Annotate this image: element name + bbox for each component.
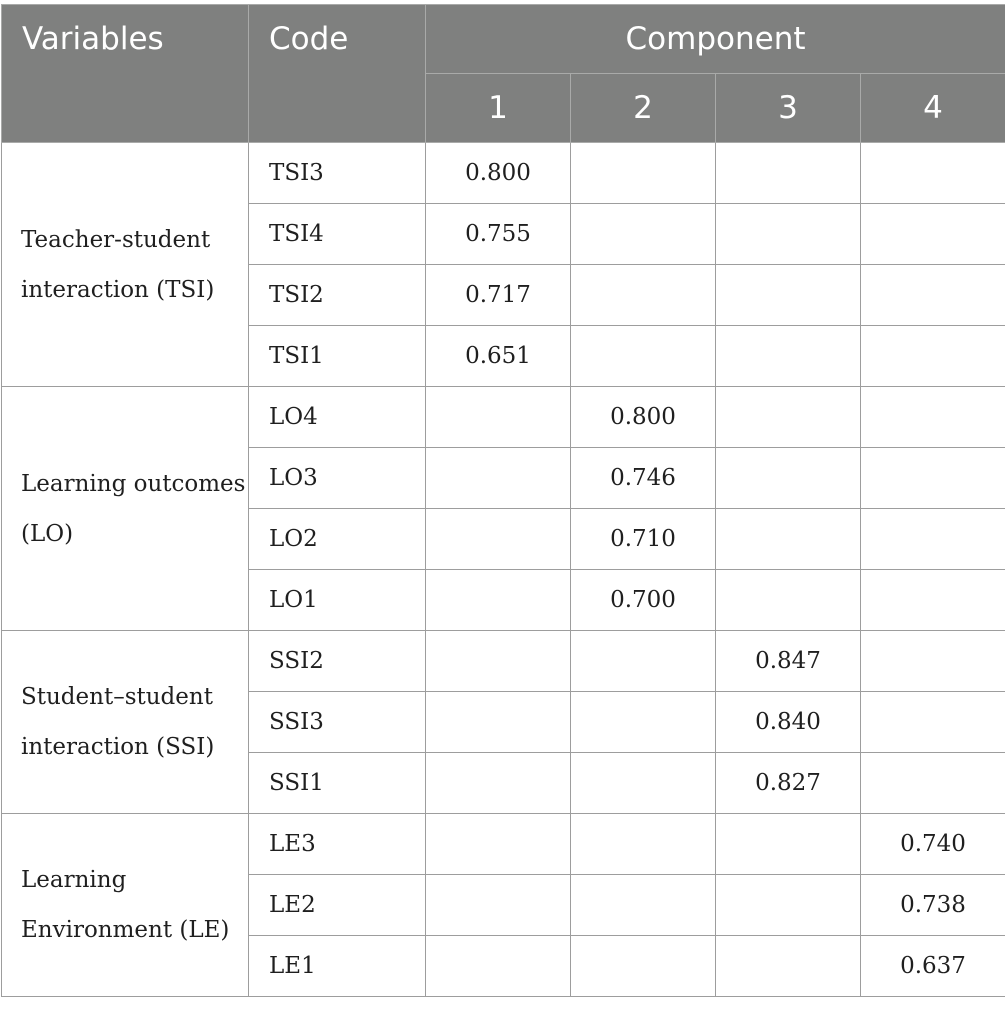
loading-cell-3 <box>716 448 861 509</box>
loading-cell-2 <box>571 814 716 875</box>
loading-cell-4: 0.738 <box>861 875 1005 936</box>
loading-cell-1 <box>426 387 571 448</box>
code-cell: LO2 <box>249 509 426 570</box>
variable-cell: Teacher-student interaction (TSI) <box>2 143 249 387</box>
loading-cell-2 <box>571 631 716 692</box>
loading-cell-4 <box>861 265 1005 326</box>
loading-cell-4 <box>861 570 1005 631</box>
factor-loadings-table <box>1 4 1005 997</box>
code-cell: LE3 <box>249 814 426 875</box>
loading-cell-1 <box>426 692 571 753</box>
loading-cell-2 <box>571 326 716 387</box>
loading-cell-1: 0.800 <box>426 143 571 204</box>
loading-cell-1: 0.717 <box>426 265 571 326</box>
loading-cell-3 <box>716 509 861 570</box>
code-cell: TSI1 <box>249 326 426 387</box>
code-cell: TSI4 <box>249 204 426 265</box>
table-header <box>2 5 1005 143</box>
code-cell: LE1 <box>249 936 426 997</box>
loading-cell-2: 0.710 <box>571 509 716 570</box>
loading-cell-4: 0.740 <box>861 814 1005 875</box>
loading-cell-1 <box>426 875 571 936</box>
loading-cell-2 <box>571 692 716 753</box>
loading-cell-2: 0.746 <box>571 448 716 509</box>
loading-cell-3 <box>716 326 861 387</box>
loading-cell-3: 0.827 <box>716 753 861 814</box>
loading-cell-1 <box>426 814 571 875</box>
header-code: Code <box>249 5 426 143</box>
loading-cell-2 <box>571 936 716 997</box>
code-cell: SSI1 <box>249 753 426 814</box>
loading-cell-2 <box>571 204 716 265</box>
loading-cell-4 <box>861 143 1005 204</box>
loading-cell-3 <box>716 204 861 265</box>
table-row <box>2 814 1005 875</box>
variable-cell: Learning outcomes (LO) <box>2 387 249 631</box>
table-row <box>2 143 1005 204</box>
loading-cell-1 <box>426 631 571 692</box>
variable-cell: Student–student interaction (SSI) <box>2 631 249 814</box>
loading-cell-2: 0.700 <box>571 570 716 631</box>
header-component-3: 3 <box>716 74 861 143</box>
loading-cell-3: 0.847 <box>716 631 861 692</box>
code-cell: TSI2 <box>249 265 426 326</box>
code-cell: SSI3 <box>249 692 426 753</box>
header-row-1 <box>2 5 1005 74</box>
loading-cell-3 <box>716 570 861 631</box>
loading-cell-1 <box>426 570 571 631</box>
loading-cell-3: 0.840 <box>716 692 861 753</box>
loading-cell-3 <box>716 814 861 875</box>
table-row <box>2 387 1005 448</box>
loading-cell-1 <box>426 936 571 997</box>
code-cell: LO1 <box>249 570 426 631</box>
code-cell: TSI3 <box>249 143 426 204</box>
loading-cell-4 <box>861 448 1005 509</box>
loading-cell-3 <box>716 387 861 448</box>
header-component: Component <box>426 5 1005 74</box>
loading-cell-3 <box>716 143 861 204</box>
loading-cell-3 <box>716 265 861 326</box>
loading-cell-4 <box>861 326 1005 387</box>
loading-cell-2: 0.800 <box>571 387 716 448</box>
loading-cell-4 <box>861 631 1005 692</box>
loading-cell-1: 0.755 <box>426 204 571 265</box>
header-component-1: 1 <box>426 74 571 143</box>
loading-cell-1: 0.651 <box>426 326 571 387</box>
header-variables: Variables <box>2 5 249 143</box>
code-cell: LO3 <box>249 448 426 509</box>
header-component-4: 4 <box>861 74 1005 143</box>
loading-cell-3 <box>716 936 861 997</box>
loading-cell-1 <box>426 509 571 570</box>
table-row <box>2 631 1005 692</box>
loading-cell-2 <box>571 265 716 326</box>
loading-cell-4 <box>861 753 1005 814</box>
loading-cell-1 <box>426 448 571 509</box>
loading-cell-4 <box>861 387 1005 448</box>
code-cell: LE2 <box>249 875 426 936</box>
loading-cell-3 <box>716 875 861 936</box>
table-body <box>2 143 1005 997</box>
header-component-2: 2 <box>571 74 716 143</box>
code-cell: SSI2 <box>249 631 426 692</box>
loading-cell-4: 0.637 <box>861 936 1005 997</box>
loading-cell-4 <box>861 204 1005 265</box>
code-cell: LO4 <box>249 387 426 448</box>
variable-cell: Learning Environment (LE) <box>2 814 249 997</box>
loading-cell-2 <box>571 143 716 204</box>
loading-cell-4 <box>861 692 1005 753</box>
loading-cell-1 <box>426 753 571 814</box>
loading-cell-2 <box>571 753 716 814</box>
loading-cell-4 <box>861 509 1005 570</box>
loading-cell-2 <box>571 875 716 936</box>
